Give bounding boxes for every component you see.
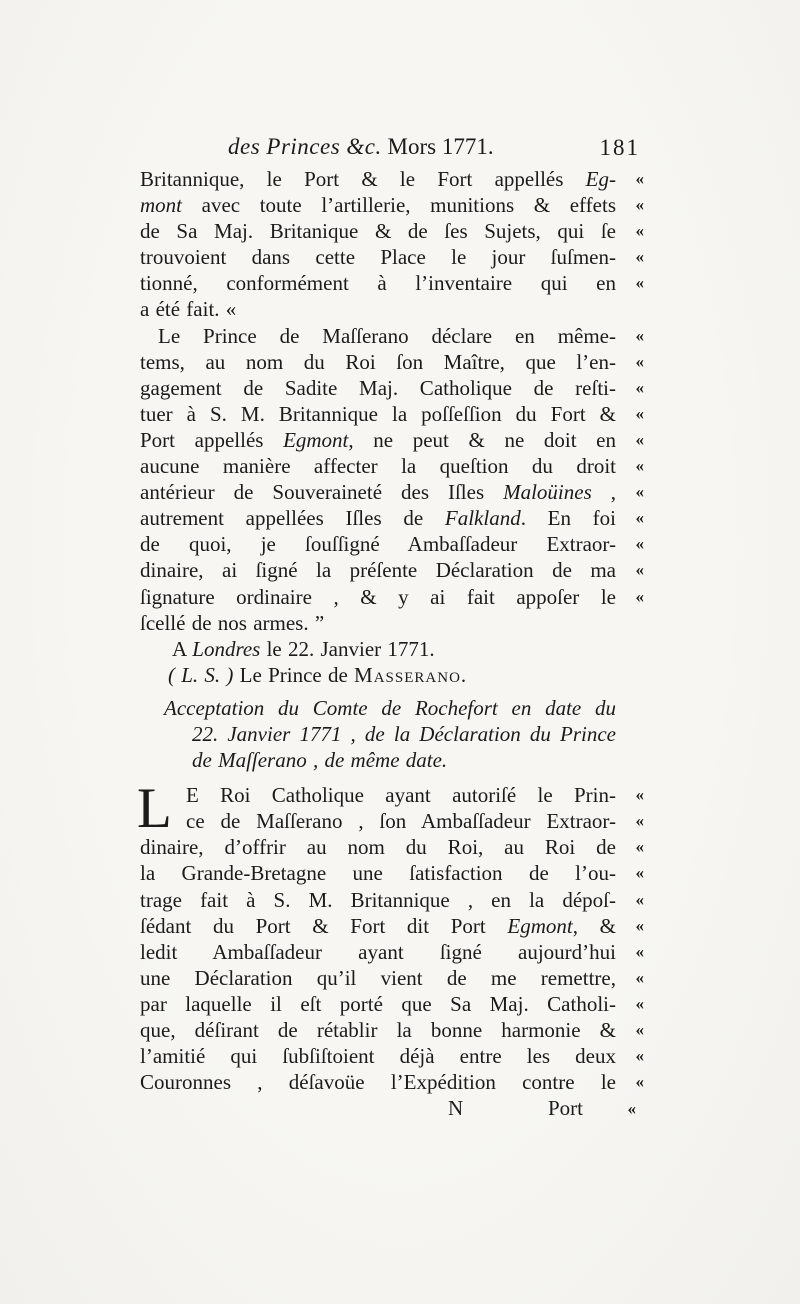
- margin-quote-mark: «: [635, 889, 642, 909]
- italic-text: Egmont: [283, 427, 349, 452]
- text-segment: ce de Maſſerano , ſon Ambaſſadeur Extraor-: [186, 809, 616, 834]
- text-segment: de Maſſerano , de même date.: [192, 748, 448, 773]
- text-segment: tuer à S. M. Britannique la poſſeſſion du Fort &: [140, 401, 616, 426]
- text-line: [140, 636, 642, 662]
- text-segment: trouvoient dans cette Place le jour ſuſmen-: [140, 245, 616, 270]
- text-segment: dinaire, d’offrir au nom du Roi, au Roi de: [140, 835, 616, 860]
- text-line: [140, 401, 642, 427]
- text-line: [140, 662, 642, 688]
- text-line: [140, 479, 642, 505]
- text-segment: que, déſirant de rétablir la bonne harmonie &: [140, 1018, 616, 1042]
- text-segment: A: [172, 636, 193, 661]
- text-line-content: [140, 1017, 616, 1043]
- margin-quote-mark: «: [635, 456, 642, 476]
- text-line: [140, 557, 642, 583]
- text-segment: dinaire, ai ſigné la préſente Déclaration de ma: [140, 558, 616, 583]
- text-segment: ,: [591, 480, 616, 505]
- text-segment: .: [460, 662, 467, 687]
- text-segment: Acceptation du Comte de Rochefort en date du: [164, 695, 616, 720]
- text-line-content: [140, 695, 616, 721]
- text-line-content: [140, 349, 616, 375]
- section-acceptance-paragraph: [137, 777, 642, 1095]
- italic-text: ( L. S. ): [168, 662, 234, 687]
- text-line: [140, 939, 642, 965]
- italic-text: mont: [140, 193, 182, 218]
- text-segment: trage fait à S. M. Britannique , en la dépoſ-: [140, 887, 616, 912]
- margin-quote-mark: «: [635, 837, 642, 857]
- text-segment: par laquelle il eſt porté que Sa Maj. Catholi-: [140, 991, 616, 1016]
- text-line: [140, 747, 642, 773]
- text-segment: de quoi, je ſouſſigné Ambaſſadeur Extraor-: [140, 532, 616, 557]
- italic-text: Eg-: [585, 167, 616, 191]
- text-line-content: [140, 270, 616, 296]
- text-line-content: [140, 1069, 616, 1095]
- text-line-content: [140, 721, 616, 747]
- text-line-content: [140, 375, 616, 401]
- margin-quote-mark: «: [635, 482, 642, 502]
- text-segment: tionné, conformément à l’inventaire qui en: [140, 271, 616, 296]
- text-line: [140, 1043, 642, 1069]
- text-line-content: [140, 427, 616, 453]
- text-line-content: [140, 166, 616, 192]
- text-line-content: [140, 531, 616, 557]
- text-line-content: [140, 584, 616, 610]
- text-line-content: [140, 636, 616, 662]
- text-line-content: [140, 453, 616, 479]
- text-line: [140, 1017, 642, 1043]
- margin-quote-mark: «: [635, 586, 642, 606]
- section-acceptance-heading: [140, 695, 642, 773]
- running-title-roman: Mors 1771.: [381, 134, 494, 159]
- margin-quote-mark: «: [635, 560, 642, 580]
- italic-text: Maloüines: [503, 480, 592, 505]
- text-segment: une Déclaration qu’il vient de me remettre,: [140, 965, 616, 990]
- text-line-content: [140, 662, 616, 688]
- text-line-content: [140, 323, 616, 349]
- margin-quote-mark: «: [635, 351, 642, 371]
- text-line-content: [140, 401, 616, 427]
- text-segment: ſcellé de nos armes. ”: [140, 610, 325, 635]
- text-line-content: [140, 218, 616, 244]
- text-line: [140, 695, 642, 721]
- signature-mark: N: [448, 1096, 465, 1121]
- footer-line: [140, 1095, 642, 1122]
- running-header: [140, 132, 642, 166]
- text-line: [140, 1069, 642, 1095]
- text-segment: ledit Ambaſſadeur ayant ſigné aujourd’hui: [140, 939, 616, 964]
- margin-quote-mark: «: [635, 967, 642, 987]
- text-line-content: [140, 782, 616, 808]
- text-segment: la Grande-Bretagne une ſatisfaction de l’ou-: [140, 861, 616, 886]
- text-line-content: [140, 557, 616, 583]
- text-line-content: [140, 505, 616, 531]
- text-line: [140, 505, 642, 531]
- margin-quote-mark: «: [635, 508, 642, 528]
- text-segment: , ne peut & ne doit en: [348, 427, 616, 452]
- text-line: [140, 531, 642, 557]
- text-line: [140, 244, 642, 270]
- smallcaps-text: Masserano: [354, 662, 461, 687]
- running-title: [228, 132, 494, 162]
- margin-quote-mark: «: [635, 915, 642, 935]
- text-line-content: [140, 860, 616, 886]
- text-line: [140, 782, 642, 808]
- text-line-content: [140, 244, 616, 270]
- drop-cap: L: [137, 777, 172, 841]
- italic-text: Londres: [192, 636, 261, 661]
- margin-quote-mark: «: [635, 1072, 642, 1092]
- text-segment: Le Prince de: [233, 662, 355, 687]
- text-line-content: [140, 965, 616, 991]
- sections-root: [137, 166, 642, 1095]
- text-segment: tems, au nom du Roi ſon Maître, que l’en-: [140, 349, 616, 374]
- margin-quote-mark: «: [635, 941, 642, 961]
- margin-quote-mark: «: [635, 403, 642, 423]
- text-line-content: [140, 1043, 616, 1069]
- text-line: [140, 453, 642, 479]
- margin-quote-mark: «: [635, 534, 642, 554]
- text-segment: antérieur de Souveraineté des Iſles: [140, 480, 504, 505]
- page-number: 181: [599, 135, 640, 160]
- text-line: [140, 270, 642, 296]
- text-segment: . En foi: [520, 506, 617, 531]
- text-segment: avec toute l’artillerie, munitions & effets: [182, 193, 616, 218]
- margin-quote-mark: «: [635, 195, 642, 215]
- text-line-content: [140, 834, 616, 860]
- section-declaration-paragraph: [140, 323, 642, 688]
- text-line-content: [140, 192, 616, 218]
- italic-text: Falkland: [444, 506, 521, 531]
- text-line: [140, 296, 642, 322]
- text-line: [140, 808, 642, 834]
- text-line-content: [140, 296, 616, 322]
- text-line: [140, 721, 642, 747]
- text-line: [140, 192, 642, 218]
- text-line: [140, 218, 642, 244]
- text-line-content: [140, 887, 616, 913]
- text-line-content: [140, 991, 616, 1017]
- text-segment: Couronnes , déſavoüe l’Expédition contre le: [140, 1070, 616, 1095]
- text-segment: de Sa Maj. Britanique & de ſes Sujets, qui ſe: [140, 219, 616, 244]
- text-line-content: [140, 747, 616, 773]
- margin-quote-mark: «: [635, 1046, 642, 1066]
- margin-quote-mark: «: [635, 169, 642, 188]
- catchword: Port: [548, 1096, 584, 1121]
- text-line-content: [140, 808, 616, 834]
- text-segment: E Roi Catholique ayant autoriſé le Prin-: [186, 783, 616, 808]
- margin-quote-mark: «: [635, 429, 642, 449]
- text-line: [140, 913, 642, 939]
- text-segment: 22. Janvier 1771 , de la Déclaration du Prince: [192, 721, 616, 746]
- text-block: [137, 132, 642, 1122]
- text-line: [140, 965, 642, 991]
- margin-quote-mark: «: [627, 1099, 634, 1119]
- text-line-content: [140, 479, 616, 505]
- margin-quote-mark: «: [635, 273, 642, 293]
- margin-quote-mark: «: [635, 811, 642, 831]
- text-segment: ſignature ordinaire , & y ai fait appoſer le: [140, 584, 616, 609]
- margin-quote-mark: «: [635, 993, 642, 1013]
- text-segment: Port appellés: [140, 427, 284, 452]
- text-segment: autrement appellées Iſles de: [140, 506, 445, 531]
- text-line: [140, 584, 642, 610]
- text-line-content: [140, 939, 616, 965]
- text-line: [140, 834, 642, 860]
- text-line-content: [140, 610, 616, 636]
- text-line: [140, 610, 642, 636]
- margin-quote-mark: «: [635, 247, 642, 267]
- text-segment: a été fait. «: [140, 297, 237, 322]
- margin-quote-mark: «: [635, 785, 642, 805]
- margin-quote-mark: «: [635, 863, 642, 883]
- text-line: [140, 427, 642, 453]
- text-segment: ſédant du Port & Fort dit Port: [140, 913, 508, 938]
- margin-quote-mark: «: [635, 325, 642, 345]
- text-line-content: [140, 913, 616, 939]
- running-title-italic: des Princes &c.: [228, 134, 382, 159]
- text-segment: , &: [572, 913, 616, 938]
- text-segment: aucune manière affecter la queſtion du droit: [140, 454, 616, 479]
- text-line: [140, 887, 642, 913]
- text-segment: l’amitié qui ſubſiſtoient déjà entre les deux: [140, 1044, 616, 1069]
- text-line: [140, 860, 642, 886]
- text-line: [140, 991, 642, 1017]
- text-segment: le 22. Janvier 1771.: [260, 636, 435, 661]
- margin-quote-mark: «: [635, 221, 642, 241]
- text-segment: gagement de Sadite Maj. Catholique de reſti-: [140, 375, 616, 400]
- margin-quote-mark: «: [635, 1020, 642, 1039]
- section-opening-quote-paragraph: [140, 166, 642, 323]
- text-line: [140, 349, 642, 375]
- italic-text: Egmont: [507, 913, 573, 938]
- text-line: [140, 323, 642, 349]
- text-line: [140, 166, 642, 192]
- margin-quote-mark: «: [635, 377, 642, 397]
- text-segment: Britannique, le Port & le Fort appellés: [140, 167, 586, 191]
- text-line: [140, 375, 642, 401]
- text-segment: Le Prince de Maſſerano déclare en même-: [158, 323, 616, 348]
